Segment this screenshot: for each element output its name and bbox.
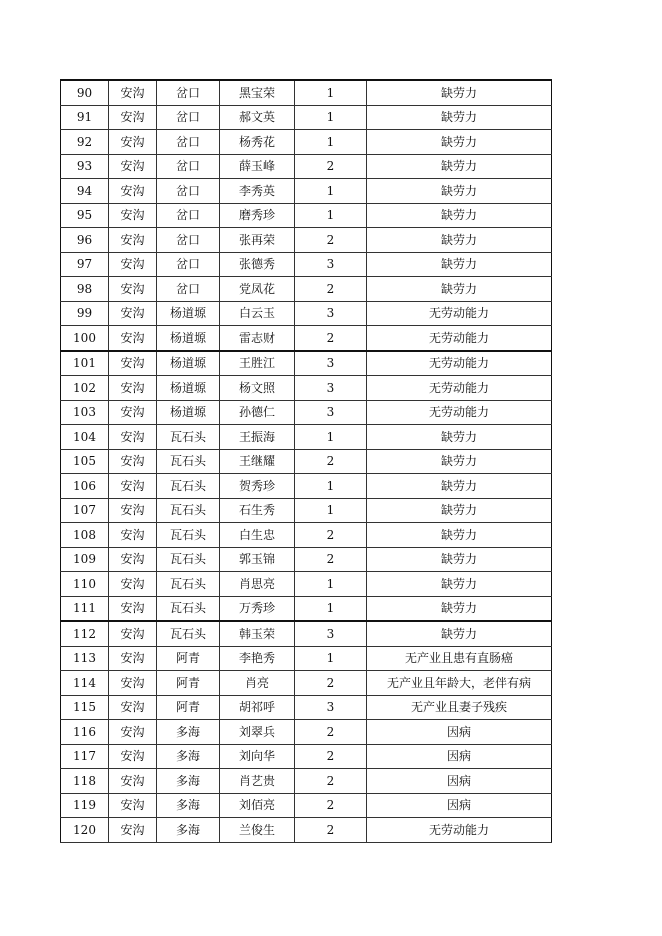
row-number-cell: 107 — [61, 498, 109, 523]
reason-cell: 缺劳力 — [367, 179, 552, 204]
reason-cell: 无劳动能力 — [367, 400, 552, 425]
household-size-cell: 1 — [295, 203, 367, 228]
name-cell: 肖思亮 — [220, 572, 295, 597]
town-cell: 安沟 — [109, 695, 157, 720]
table-row — [61, 252, 552, 277]
reason-cell: 缺劳力 — [367, 105, 552, 130]
row-number-cell: 105 — [61, 449, 109, 474]
reason-cell: 缺劳力 — [367, 621, 552, 646]
name-cell: 党凤花 — [220, 277, 295, 302]
row-number-cell: 119 — [61, 793, 109, 818]
reason-cell: 无劳动能力 — [367, 301, 552, 326]
town-cell: 安沟 — [109, 400, 157, 425]
table-row — [61, 277, 552, 302]
village-cell: 瓦石头 — [157, 425, 220, 450]
name-cell: 李秀英 — [220, 179, 295, 204]
reason-cell: 无产业且患有直肠癌 — [367, 646, 552, 671]
row-number-cell: 103 — [61, 400, 109, 425]
town-cell: 安沟 — [109, 671, 157, 696]
name-cell: 石生秀 — [220, 498, 295, 523]
household-size-cell: 2 — [295, 720, 367, 745]
table-row — [61, 425, 552, 450]
town-cell: 安沟 — [109, 793, 157, 818]
table-row — [61, 498, 552, 523]
record-table — [60, 79, 552, 843]
household-size-cell: 1 — [295, 572, 367, 597]
village-cell: 岔口 — [157, 179, 220, 204]
table-row — [61, 376, 552, 401]
row-number-cell: 112 — [61, 621, 109, 646]
household-size-cell: 2 — [295, 523, 367, 548]
name-cell: 兰俊生 — [220, 818, 295, 843]
row-number-cell: 98 — [61, 277, 109, 302]
town-cell: 安沟 — [109, 228, 157, 253]
town-cell: 安沟 — [109, 80, 157, 105]
household-size-cell: 2 — [295, 547, 367, 572]
town-cell: 安沟 — [109, 252, 157, 277]
village-cell: 多海 — [157, 720, 220, 745]
town-cell: 安沟 — [109, 769, 157, 794]
reason-cell: 缺劳力 — [367, 596, 552, 621]
town-cell: 安沟 — [109, 351, 157, 376]
town-cell: 安沟 — [109, 301, 157, 326]
village-cell: 多海 — [157, 744, 220, 769]
town-cell: 安沟 — [109, 203, 157, 228]
row-number-cell: 99 — [61, 301, 109, 326]
row-number-cell: 108 — [61, 523, 109, 548]
household-size-cell: 2 — [295, 228, 367, 253]
reason-cell: 缺劳力 — [367, 252, 552, 277]
table-row — [61, 351, 552, 376]
name-cell: 肖艺贵 — [220, 769, 295, 794]
reason-cell: 无劳动能力 — [367, 326, 552, 351]
household-size-cell: 2 — [295, 449, 367, 474]
row-number-cell: 118 — [61, 769, 109, 794]
village-cell: 瓦石头 — [157, 621, 220, 646]
table-row — [61, 154, 552, 179]
reason-cell: 缺劳力 — [367, 474, 552, 499]
row-number-cell: 104 — [61, 425, 109, 450]
table-row — [61, 130, 552, 155]
village-cell: 岔口 — [157, 80, 220, 105]
reason-cell: 无劳动能力 — [367, 376, 552, 401]
table-row — [61, 203, 552, 228]
town-cell: 安沟 — [109, 646, 157, 671]
reason-cell: 缺劳力 — [367, 154, 552, 179]
town-cell: 安沟 — [109, 376, 157, 401]
reason-cell: 缺劳力 — [367, 228, 552, 253]
household-size-cell: 2 — [295, 744, 367, 769]
town-cell: 安沟 — [109, 596, 157, 621]
town-cell: 安沟 — [109, 449, 157, 474]
village-cell: 杨道塬 — [157, 400, 220, 425]
village-cell: 瓦石头 — [157, 523, 220, 548]
household-size-cell: 3 — [295, 376, 367, 401]
reason-cell: 无产业且年龄大，老伴有病 — [367, 671, 552, 696]
household-size-cell: 2 — [295, 793, 367, 818]
village-cell: 杨道塬 — [157, 351, 220, 376]
name-cell: 磨秀珍 — [220, 203, 295, 228]
household-size-cell: 1 — [295, 105, 367, 130]
village-cell: 多海 — [157, 818, 220, 843]
reason-cell: 无劳动能力 — [367, 818, 552, 843]
row-number-cell: 101 — [61, 351, 109, 376]
table-row — [61, 326, 552, 351]
row-number-cell: 116 — [61, 720, 109, 745]
name-cell: 孙德仁 — [220, 400, 295, 425]
table-row — [61, 671, 552, 696]
name-cell: 雷志财 — [220, 326, 295, 351]
name-cell: 刘向华 — [220, 744, 295, 769]
household-size-cell: 1 — [295, 596, 367, 621]
name-cell: 杨秀花 — [220, 130, 295, 155]
table-row — [61, 105, 552, 130]
village-cell: 瓦石头 — [157, 498, 220, 523]
village-cell: 瓦石头 — [157, 596, 220, 621]
household-size-cell: 2 — [295, 154, 367, 179]
row-number-cell: 111 — [61, 596, 109, 621]
name-cell: 肖亮 — [220, 671, 295, 696]
village-cell: 杨道塬 — [157, 326, 220, 351]
town-cell: 安沟 — [109, 425, 157, 450]
table-row — [61, 228, 552, 253]
name-cell: 薛玉峰 — [220, 154, 295, 179]
town-cell: 安沟 — [109, 572, 157, 597]
household-size-cell: 1 — [295, 474, 367, 499]
reason-cell: 缺劳力 — [367, 277, 552, 302]
village-cell: 岔口 — [157, 228, 220, 253]
town-cell: 安沟 — [109, 105, 157, 130]
row-number-cell: 92 — [61, 130, 109, 155]
name-cell: 郭玉锦 — [220, 547, 295, 572]
row-number-cell: 90 — [61, 80, 109, 105]
town-cell: 安沟 — [109, 818, 157, 843]
village-cell: 瓦石头 — [157, 474, 220, 499]
table-row — [61, 793, 552, 818]
row-number-cell: 97 — [61, 252, 109, 277]
row-number-cell: 114 — [61, 671, 109, 696]
row-number-cell: 96 — [61, 228, 109, 253]
name-cell: 黑宝荣 — [220, 80, 295, 105]
name-cell: 王振海 — [220, 425, 295, 450]
reason-cell: 缺劳力 — [367, 130, 552, 155]
town-cell: 安沟 — [109, 498, 157, 523]
reason-cell: 缺劳力 — [367, 572, 552, 597]
household-size-cell: 3 — [295, 400, 367, 425]
reason-cell: 缺劳力 — [367, 203, 552, 228]
village-cell: 岔口 — [157, 203, 220, 228]
town-cell: 安沟 — [109, 154, 157, 179]
reason-cell: 缺劳力 — [367, 523, 552, 548]
name-cell: 刘佰亮 — [220, 793, 295, 818]
reason-cell: 因病 — [367, 793, 552, 818]
town-cell: 安沟 — [109, 547, 157, 572]
household-size-cell: 2 — [295, 671, 367, 696]
household-size-cell: 3 — [295, 351, 367, 376]
village-cell: 多海 — [157, 769, 220, 794]
household-size-cell: 1 — [295, 80, 367, 105]
row-number-cell: 113 — [61, 646, 109, 671]
reason-cell: 无劳动能力 — [367, 351, 552, 376]
name-cell: 万秀珍 — [220, 596, 295, 621]
village-cell: 岔口 — [157, 130, 220, 155]
table-row — [61, 547, 552, 572]
town-cell: 安沟 — [109, 179, 157, 204]
town-cell: 安沟 — [109, 474, 157, 499]
household-size-cell: 3 — [295, 695, 367, 720]
household-size-cell: 3 — [295, 621, 367, 646]
row-number-cell: 115 — [61, 695, 109, 720]
table-row — [61, 720, 552, 745]
village-cell: 瓦石头 — [157, 572, 220, 597]
name-cell: 胡祁呼 — [220, 695, 295, 720]
household-size-cell: 3 — [295, 301, 367, 326]
name-cell: 张再荣 — [220, 228, 295, 253]
village-cell: 瓦石头 — [157, 449, 220, 474]
table-row — [61, 179, 552, 204]
household-size-cell: 1 — [295, 130, 367, 155]
village-cell: 阿青 — [157, 695, 220, 720]
row-number-cell: 93 — [61, 154, 109, 179]
table-row — [61, 523, 552, 548]
row-number-cell: 95 — [61, 203, 109, 228]
village-cell: 岔口 — [157, 277, 220, 302]
table-row — [61, 744, 552, 769]
town-cell: 安沟 — [109, 130, 157, 155]
household-size-cell: 1 — [295, 646, 367, 671]
household-size-cell: 1 — [295, 179, 367, 204]
village-cell: 瓦石头 — [157, 547, 220, 572]
table-row — [61, 301, 552, 326]
town-cell: 安沟 — [109, 744, 157, 769]
row-number-cell: 110 — [61, 572, 109, 597]
name-cell: 白生忠 — [220, 523, 295, 548]
village-cell: 岔口 — [157, 252, 220, 277]
reason-cell: 无产业且妻子残疾 — [367, 695, 552, 720]
household-size-cell: 2 — [295, 326, 367, 351]
table-row — [61, 572, 552, 597]
village-cell: 阿青 — [157, 671, 220, 696]
town-cell: 安沟 — [109, 277, 157, 302]
row-number-cell: 120 — [61, 818, 109, 843]
table-row — [61, 449, 552, 474]
household-size-cell: 3 — [295, 252, 367, 277]
reason-cell: 缺劳力 — [367, 498, 552, 523]
table-row — [61, 646, 552, 671]
name-cell: 张德秀 — [220, 252, 295, 277]
household-size-cell: 2 — [295, 769, 367, 794]
row-number-cell: 94 — [61, 179, 109, 204]
name-cell: 郝文英 — [220, 105, 295, 130]
table-row — [61, 474, 552, 499]
table-row — [61, 769, 552, 794]
village-cell: 岔口 — [157, 105, 220, 130]
table-row — [61, 621, 552, 646]
household-size-cell: 2 — [295, 818, 367, 843]
town-cell: 安沟 — [109, 523, 157, 548]
name-cell: 王胜江 — [220, 351, 295, 376]
reason-cell: 缺劳力 — [367, 425, 552, 450]
table-row — [61, 400, 552, 425]
name-cell: 李艳秀 — [220, 646, 295, 671]
town-cell: 安沟 — [109, 621, 157, 646]
reason-cell: 因病 — [367, 769, 552, 794]
row-number-cell: 100 — [61, 326, 109, 351]
village-cell: 多海 — [157, 793, 220, 818]
row-number-cell: 91 — [61, 105, 109, 130]
name-cell: 贺秀珍 — [220, 474, 295, 499]
name-cell: 刘翠兵 — [220, 720, 295, 745]
town-cell: 安沟 — [109, 720, 157, 745]
reason-cell: 缺劳力 — [367, 80, 552, 105]
household-size-cell: 1 — [295, 425, 367, 450]
town-cell: 安沟 — [109, 326, 157, 351]
name-cell: 王继耀 — [220, 449, 295, 474]
record-table-body — [61, 80, 552, 842]
village-cell: 杨道塬 — [157, 376, 220, 401]
village-cell: 杨道塬 — [157, 301, 220, 326]
row-number-cell: 106 — [61, 474, 109, 499]
name-cell: 白云玉 — [220, 301, 295, 326]
name-cell: 韩玉荣 — [220, 621, 295, 646]
row-number-cell: 102 — [61, 376, 109, 401]
reason-cell: 因病 — [367, 720, 552, 745]
reason-cell: 缺劳力 — [367, 449, 552, 474]
row-number-cell: 109 — [61, 547, 109, 572]
name-cell: 杨文照 — [220, 376, 295, 401]
household-size-cell: 2 — [295, 277, 367, 302]
table-row — [61, 596, 552, 621]
village-cell: 岔口 — [157, 154, 220, 179]
reason-cell: 因病 — [367, 744, 552, 769]
row-number-cell: 117 — [61, 744, 109, 769]
table-row — [61, 695, 552, 720]
household-size-cell: 1 — [295, 498, 367, 523]
table-row — [61, 80, 552, 105]
village-cell: 阿青 — [157, 646, 220, 671]
reason-cell: 缺劳力 — [367, 547, 552, 572]
table-row — [61, 818, 552, 843]
